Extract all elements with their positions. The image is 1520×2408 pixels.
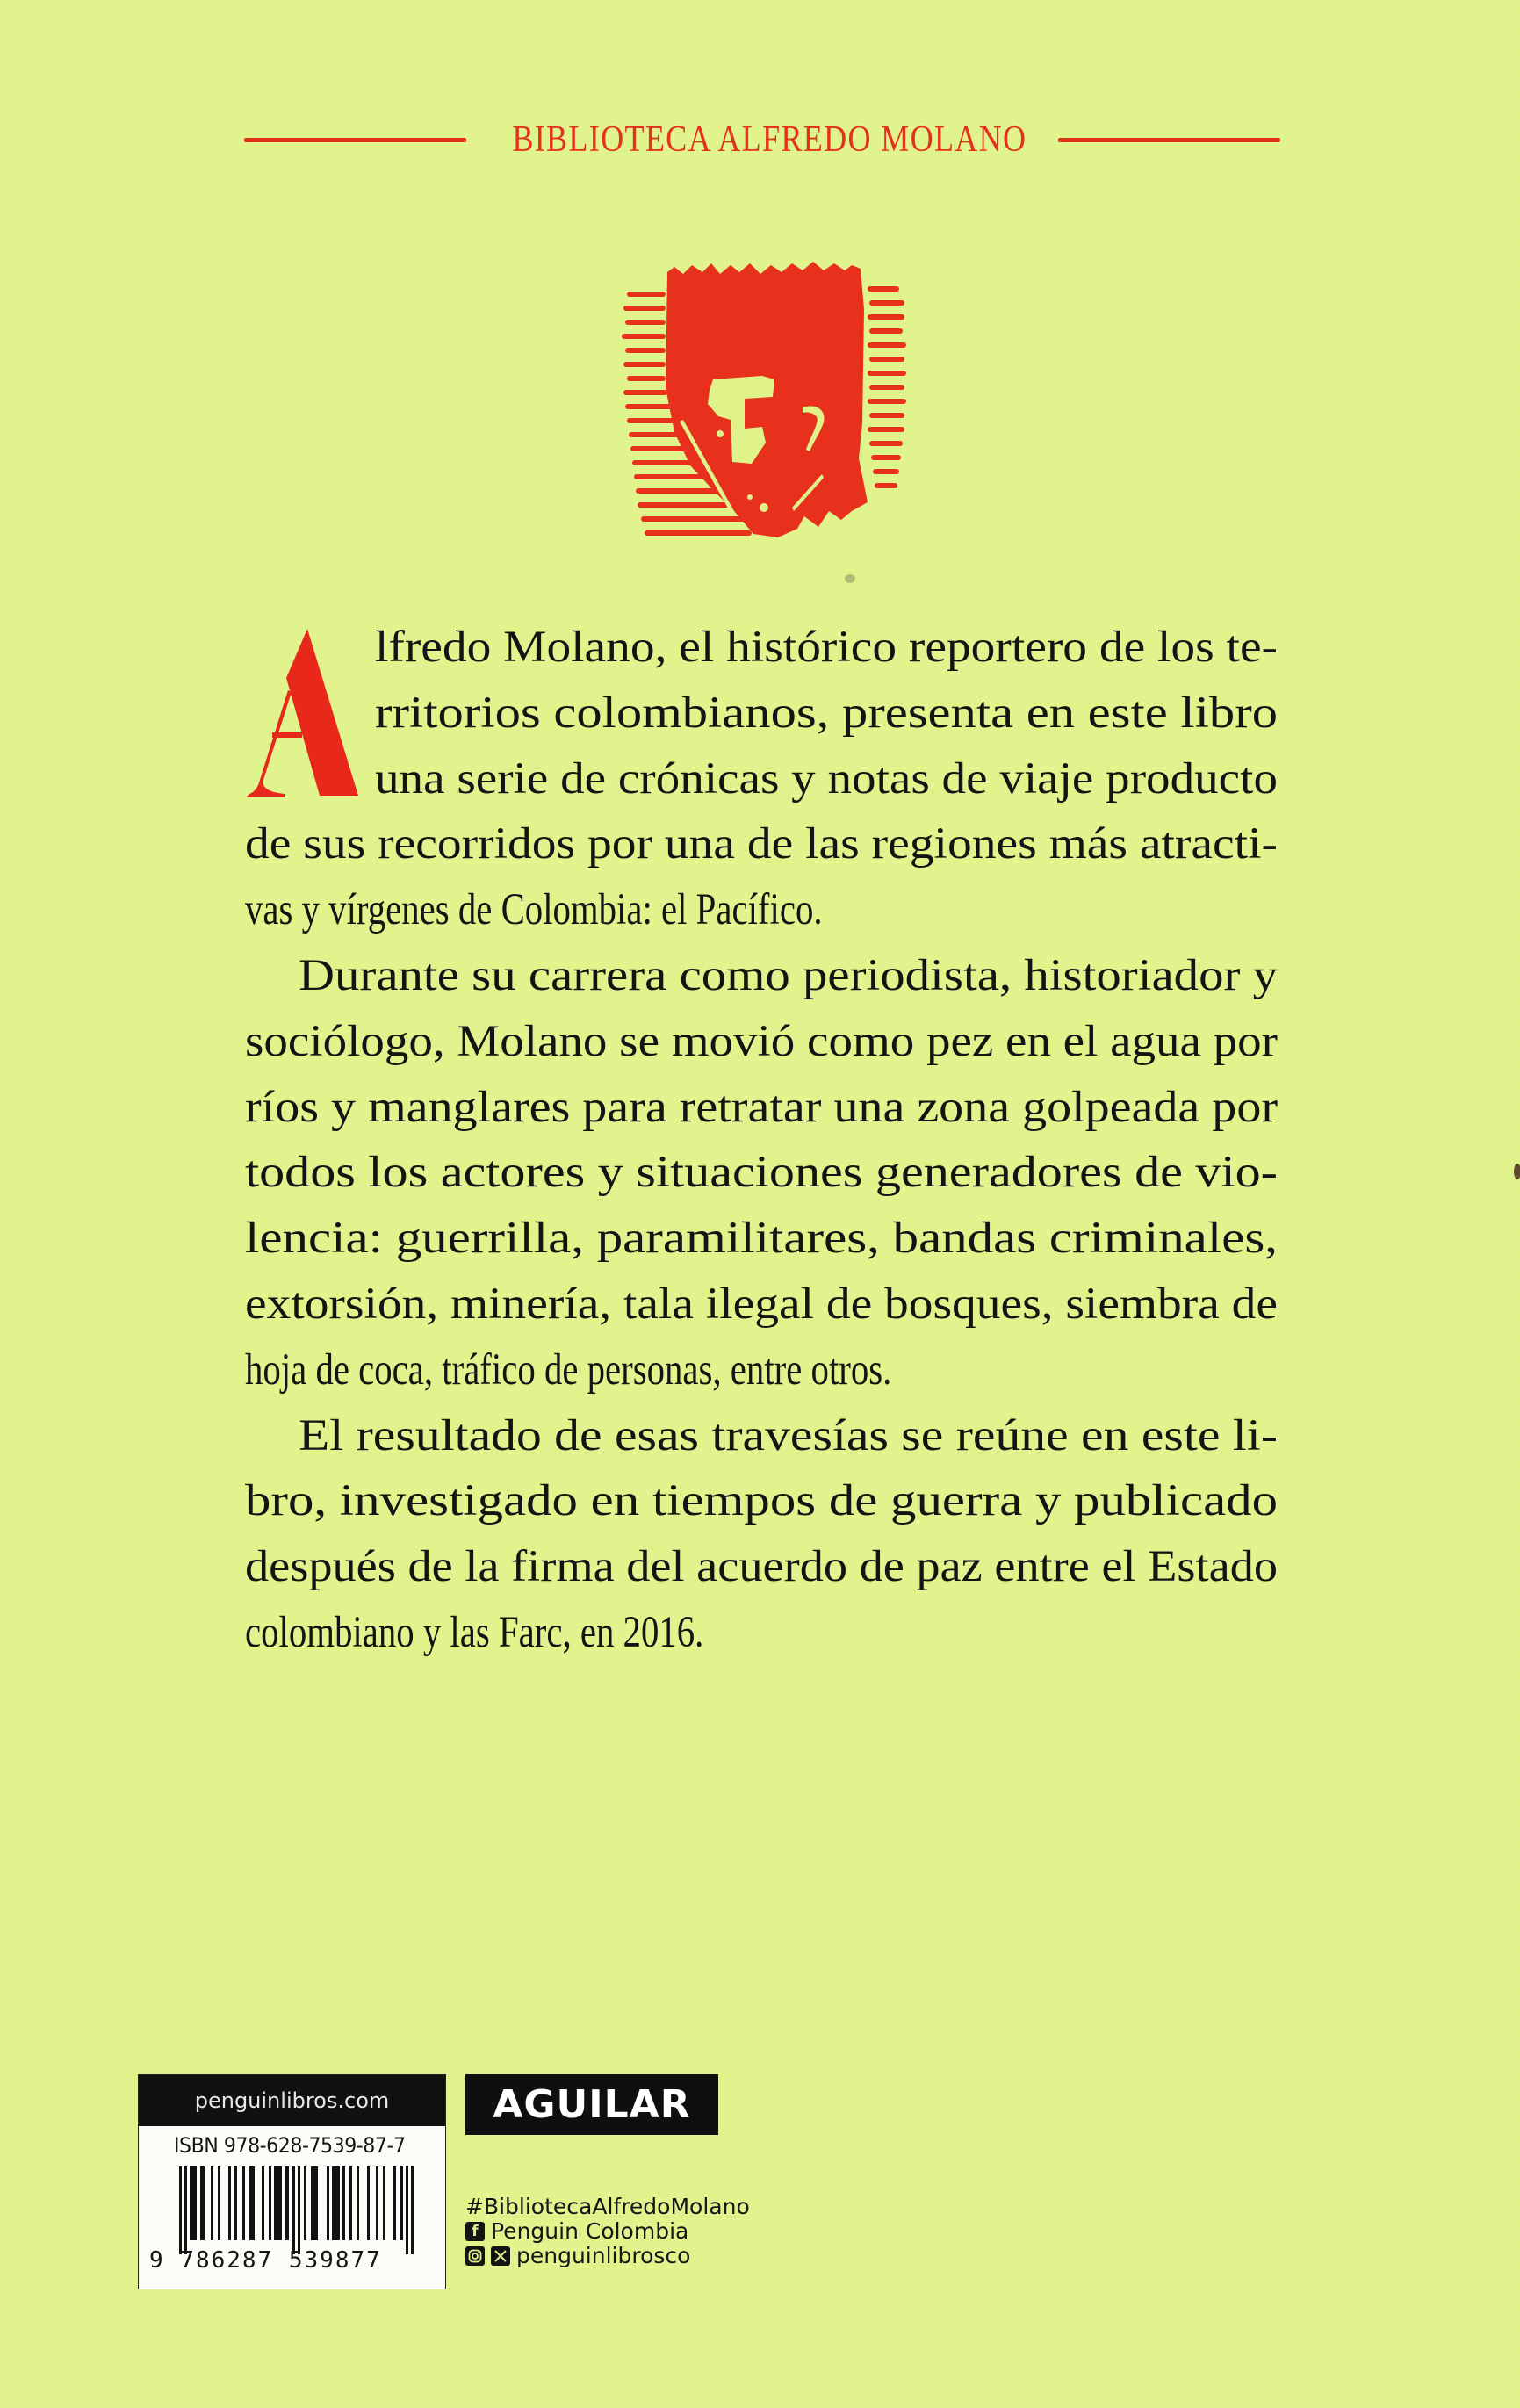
- blurb-line: bro, investigado en tiempos de guerra y publicado: [245, 1476, 1278, 1526]
- isbn-label: ISBN 978-628-7539-87-7: [174, 2133, 406, 2158]
- facebook-icon: f: [465, 2222, 485, 2241]
- handle-row: [465, 2244, 750, 2268]
- social-links: [465, 2195, 750, 2268]
- blurb-line: extorsión, minería, tala ilegal de bosques, siembra de: [245, 1279, 1278, 1329]
- blurb-line: después de la firma del acuerdo de paz entre el Estado: [245, 1542, 1278, 1592]
- series-header: [244, 112, 1280, 167]
- header-rule-left: [244, 138, 466, 142]
- instagram-icon: [465, 2246, 485, 2266]
- social-handle[interactable]: penguinlibrosco: [516, 2243, 691, 2268]
- hashtag-row: [465, 2195, 750, 2219]
- x-icon: [491, 2246, 510, 2266]
- isbn-barcode-block: [138, 2074, 446, 2289]
- blurb-line: El resultado de esas travesías se reúne en este li-: [299, 1410, 1278, 1460]
- blurb-line: hoja de coca, tráfico de personas, entre otros.: [245, 1345, 892, 1395]
- blurb-line: lencia: guerrilla, paramilitares, bandas criminales,: [245, 1214, 1278, 1264]
- blurb-line: de sus recorridos por una de las regiones más atracti-: [245, 819, 1278, 869]
- facebook-row: [465, 2219, 750, 2244]
- blurb-line: Durante su carrera como periodista, historiador y: [299, 950, 1278, 1000]
- header-rule-right: [1058, 138, 1280, 142]
- print-speck: [845, 574, 855, 583]
- blurb-line: vas y vírgenes de Colombia: el Pacífico.: [245, 885, 823, 935]
- blurb-line: ríos y manglares para retratar una zona golpeada por: [245, 1082, 1278, 1132]
- publisher-website[interactable]: penguinlibros.com: [139, 2075, 445, 2126]
- print-speck: [1514, 1164, 1520, 1179]
- blurb-line: lfredo Molano, el histórico reportero de los te-: [375, 623, 1278, 672]
- blurb-line: todos los actores y situaciones generadores de vio-: [245, 1148, 1278, 1198]
- barcode-digits: 9 786287 539877: [149, 2247, 382, 2274]
- blurb-text: [245, 615, 1278, 1666]
- hashtag[interactable]: #BibliotecaAlfredoMolano: [465, 2194, 750, 2219]
- blurb-line: una serie de crónicas y notas de viaje producto: [375, 753, 1278, 804]
- series-title: BIBLIOTECA ALFREDO MOLANO: [512, 119, 1027, 160]
- blurb-line: rritorios colombianos, presenta en este libro: [375, 688, 1278, 738]
- facebook-link[interactable]: Penguin Colombia: [491, 2218, 689, 2244]
- aguilar-logo: [465, 2074, 718, 2135]
- portrait-illustration: [622, 248, 908, 557]
- blurb-line: colombiano y las Farc, en 2016.: [245, 1607, 704, 1657]
- publisher-logo-text: AGUILAR: [493, 2082, 691, 2127]
- blurb-line: sociólogo, Molano se movió como pez en el agua por: [245, 1016, 1278, 1066]
